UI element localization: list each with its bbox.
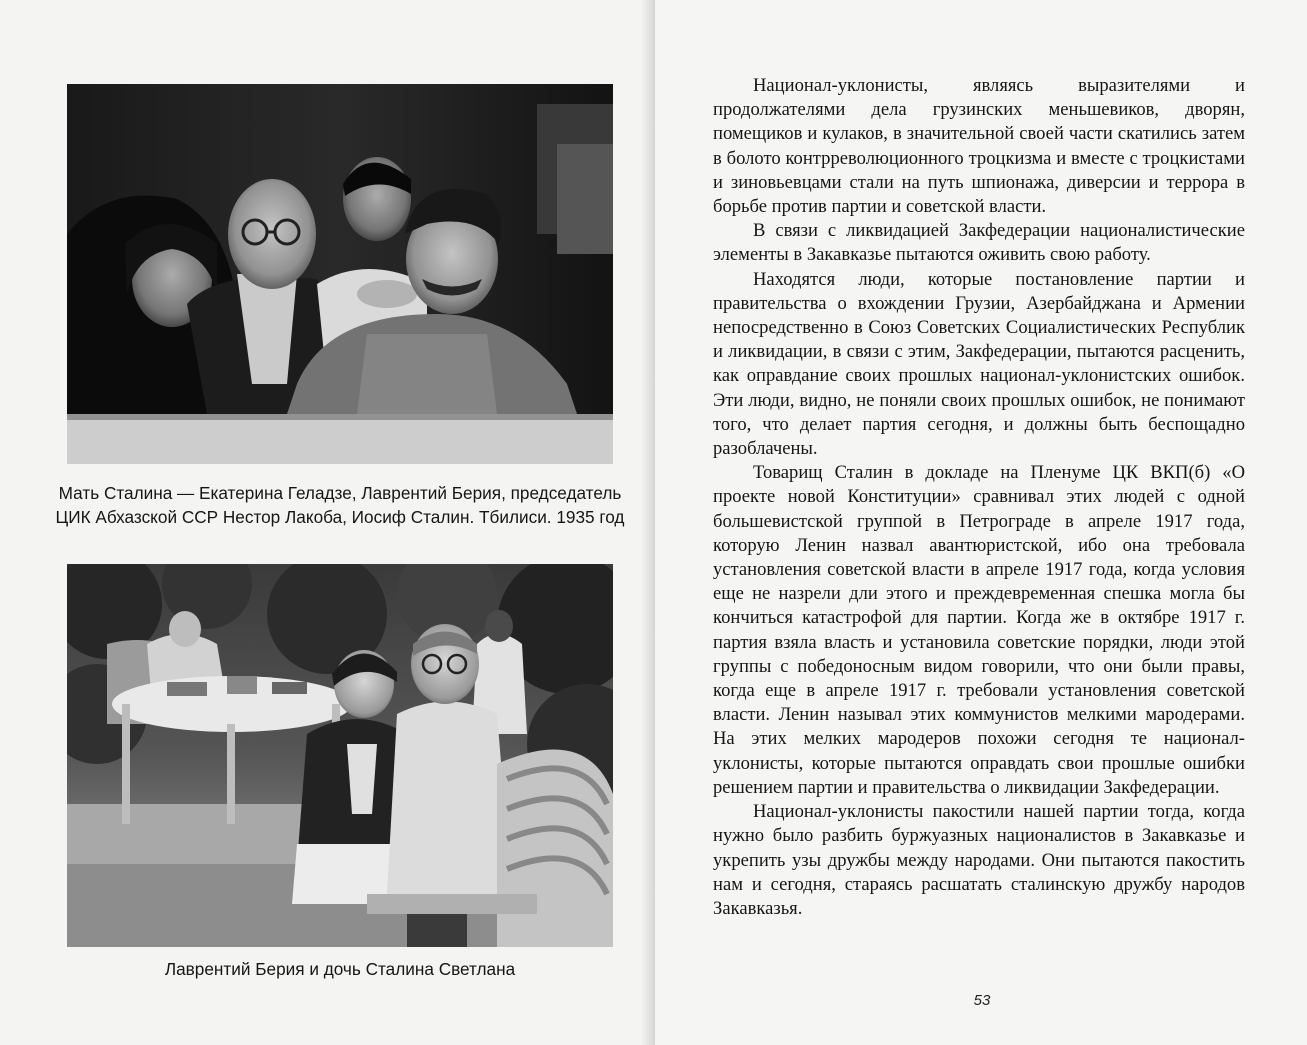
paragraph: Находятся люди, которые постановление партии и правительства о вхождении Грузии, Азербайджана и Армении непосредственно в Союз Советских Социалистических Республик и ликвидации, в связи с этим, Закфедерации, пытаются расценить, как оправдание своих прошлых национал-уклонистских ошибок. Эти люди, видно, не поняли своих прошлых ошибок, не понимают того, что делает партия сегодня, и должны быть беспощадно разоблачены. [713,268,1245,460]
photo-caption-2: Лаврентий Берия и дочь Сталина Светлана [164,959,516,979]
photo-caption-1: Мать Сталина — Екатерина Геладзе, Лаврентий Берия, председатель ЦИК Абхазской ССР Нестор Лакоба, Иосиф Сталин. Тбилиси. 1935 год [55,483,625,527]
page-number: 53 [973,992,991,1009]
paragraph: Национал-уклонисты пакостили нашей партии тогда, когда нужно было разбить буржуазных националистов в Закавказье и укрепить узы дружбы между народами. Они пытаются пакостить нам и сегодня, стараясь расшатать сталинскую дружбу народов Закавказья. [713,801,1245,919]
paragraph: Национал-уклонисты, являясь выразителями и продолжателями дела грузинских меньшевиков, дворян, помещиков и кулаков, в значительной своей части скатились затем в болото контрреволюционного троцкизма и вместе с троцкистами и зиновьевцами стали на путь шпионажа, диверсии и террора в борьбе против партии и советской власти. [713,75,1245,218]
photo-beria-svetlana-image [67,564,613,947]
paragraph: Товарищ Сталин в докладе на Пленуме ЦК ВКП(б) «О проекте новой Конституции» сравнивал этих людей с одной большевистской группой в Петрограде в апреле 1917 года, которую Ленин назвал авантюристской, ибо она требовала установления советской власти в апреле 1917 года, когда условия еще не назрели дли этого и преждевременная спешка могла бы кончиться катастрофой для партии. Когда же в октябре 1917 г. партия взяла власть и установила советские порядки, люди этой группы с победоносным видом говорили, что они были правы, когда еще в апреле 1917 г. требовали установления советской власти. Ленин называл этих коммунистов мелкими мародерами. На этих мелких мародеров похожи сегодня те национал-уклонисты, которые пытаются оправдать свои прошлые ошибки решением партии и правительства о ликвидации Закфедерации. [713,462,1245,798]
photo-beria-svetlana [67,564,613,947]
photo-stalin-group-1935 [67,84,613,464]
photo-stalin-group-image [67,84,613,464]
left-page [0,0,650,1045]
paragraph: В связи с ликвидацией Закфедерации националистические элементы в Закавказье пытаются оживить свою работу. [713,220,1245,266]
body-text [713,74,1245,921]
